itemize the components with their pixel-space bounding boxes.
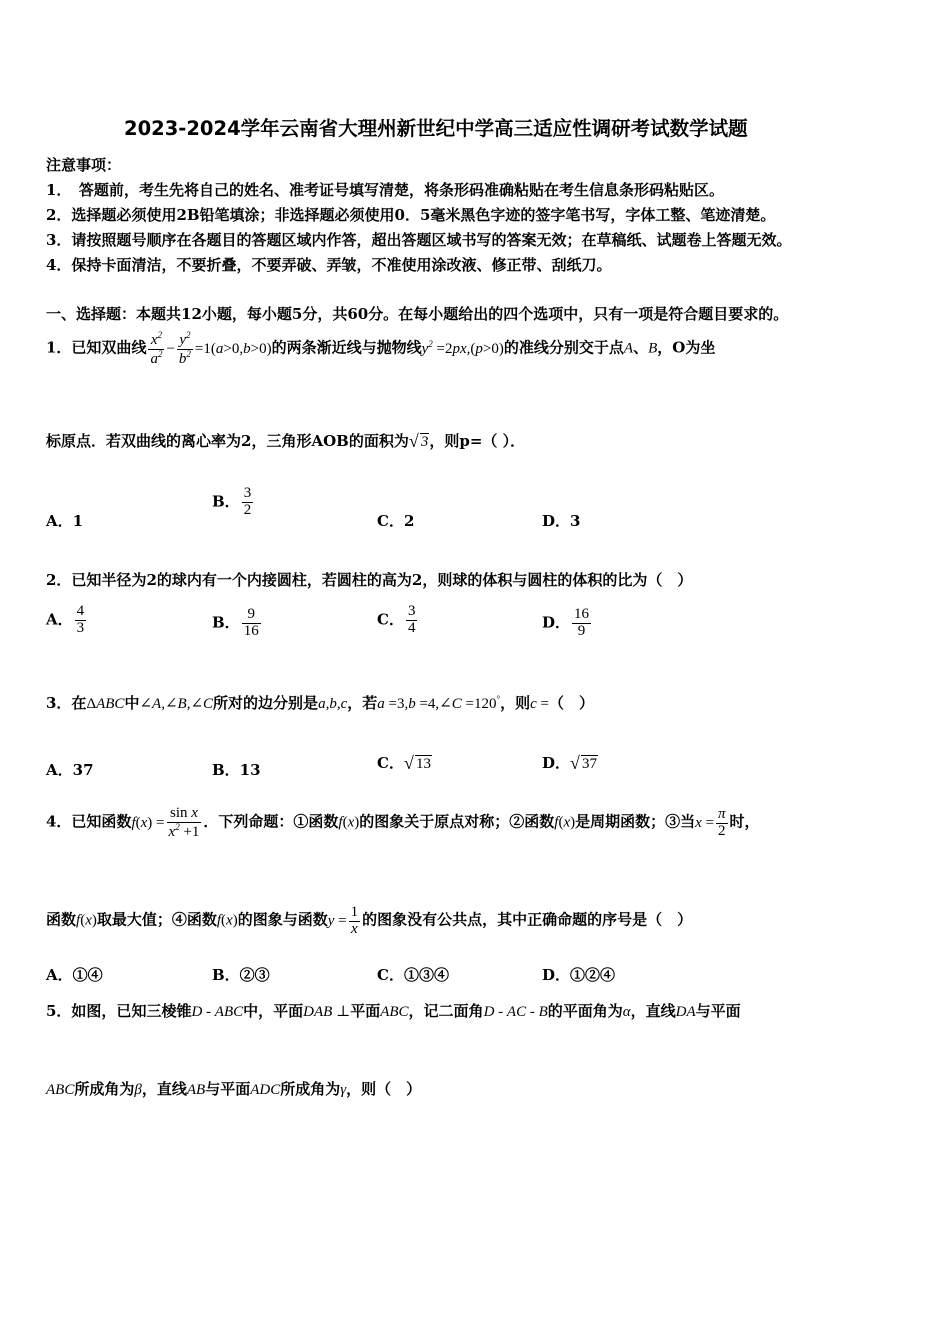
notice-heading: 注意事项： <box>46 156 122 174</box>
question-1-line-1: 1．已知双曲线 $\frac{x^2}{a^2}$ − $\frac{y^2}{b^2}$ =1(a>0,b>0)的两条渐近线与抛物线$y^2 =2px,(p>0)$的准线分别交于点A、B，O为坐 <box>46 330 716 367</box>
q1-option-c[interactable]: C．2 <box>377 512 415 530</box>
question-4-line-2: 函数f(x)取最大值；④函数f(x)的图象与函数y = $\frac{1}{x}$ 的图象没有公共点，其中正确命题的序号是（ ） <box>46 904 693 937</box>
notice-item: 1． 答题前，考生先将自己的姓名、准考证号填写清楚，将条形码准确粘贴在考生信息条形码粘贴区。 <box>46 181 724 199</box>
question-5-line-1: 5．如图，已知三棱锥D - ABC中，平面DAB ⊥平面ABC，记二面角D - AC - B的平面角为α，直线DA与平面 <box>46 1002 741 1020</box>
q4-option-c[interactable]: C．①③④ <box>377 966 449 984</box>
q2-option-b[interactable]: B． $\frac{9}{16}$ <box>212 606 259 639</box>
q4-option-d[interactable]: D．①②④ <box>542 966 616 984</box>
q2-option-c[interactable]: C． $\frac{3}{4}$ <box>377 603 416 636</box>
q4-option-b[interactable]: B．②③ <box>212 966 270 984</box>
q1-option-a[interactable]: A．1 <box>46 512 84 530</box>
question-5-line-2: ABC所成角为β，直线AB与平面ADC所成角为γ，则（ ） <box>46 1080 422 1098</box>
question-1-line-2: 标原点．若双曲线的离心率为2，三角形AOB的面积为√ 3，则p=（ ）． <box>46 430 525 451</box>
notice-item: 4．保持卡面清洁，不要折叠，不要弄破、弄皱，不准使用涂改液、修正带、刮纸刀。 <box>46 256 612 274</box>
notice-item: 2．选择题必须使用2B铅笔填涂；非选择题必须使用0．5毫米黑色字迹的签字笔书写，字体工整、笔迹清楚。 <box>46 206 776 224</box>
q3-option-d[interactable]: D．√ 37 <box>542 752 598 773</box>
q1-option-b[interactable]: B． $\frac{3}{2}$ <box>212 485 252 518</box>
question-3: 3．在ΔABC中∠A,∠B,∠C所对的边分别是a,b,c，若a =3,b =4,∠C =120°，则c =（ ） <box>46 694 595 712</box>
q2-option-d[interactable]: D． $\frac{16}{9}$ <box>542 606 590 639</box>
q3-option-c[interactable]: C．√ 13 <box>377 752 432 773</box>
q1-option-d[interactable]: D．3 <box>542 512 581 530</box>
q4-option-a[interactable]: A．①④ <box>46 966 103 984</box>
q3-option-a[interactable]: A．37 <box>46 761 94 779</box>
notice-item: 3．请按照题号顺序在各题目的答题区域内作答，超出答题区域书写的答案无效；在草稿纸、试题卷上答题无效。 <box>46 231 792 249</box>
page-title: 2023-2024学年云南省大理州新世纪中学高三适应性调研考试数学试题 <box>124 117 748 140</box>
q2-option-a[interactable]: A． $\frac{4}{3}$ <box>46 603 85 636</box>
q3-option-b[interactable]: B．13 <box>212 761 261 779</box>
section-heading: 一、选择题：本题共12小题，每小题5分，共60分。在每小题给出的四个选项中，只有一项是符合题目要求的。 <box>46 305 789 323</box>
question-2: 2．已知半径为2的球内有一个内接圆柱，若圆柱的高为2，则球的体积与圆柱的体积的比为（ ） <box>46 571 693 589</box>
question-4-line-1: 4．已知函数f(x) = $\frac{\text{sin x}}{x^2 +1}$ ．下列命题：①函数f(x)的图象关于原点对称；②函数f(x)是周期函数；③当x = $\frac{\pi}{2}$ 时， <box>46 805 760 840</box>
